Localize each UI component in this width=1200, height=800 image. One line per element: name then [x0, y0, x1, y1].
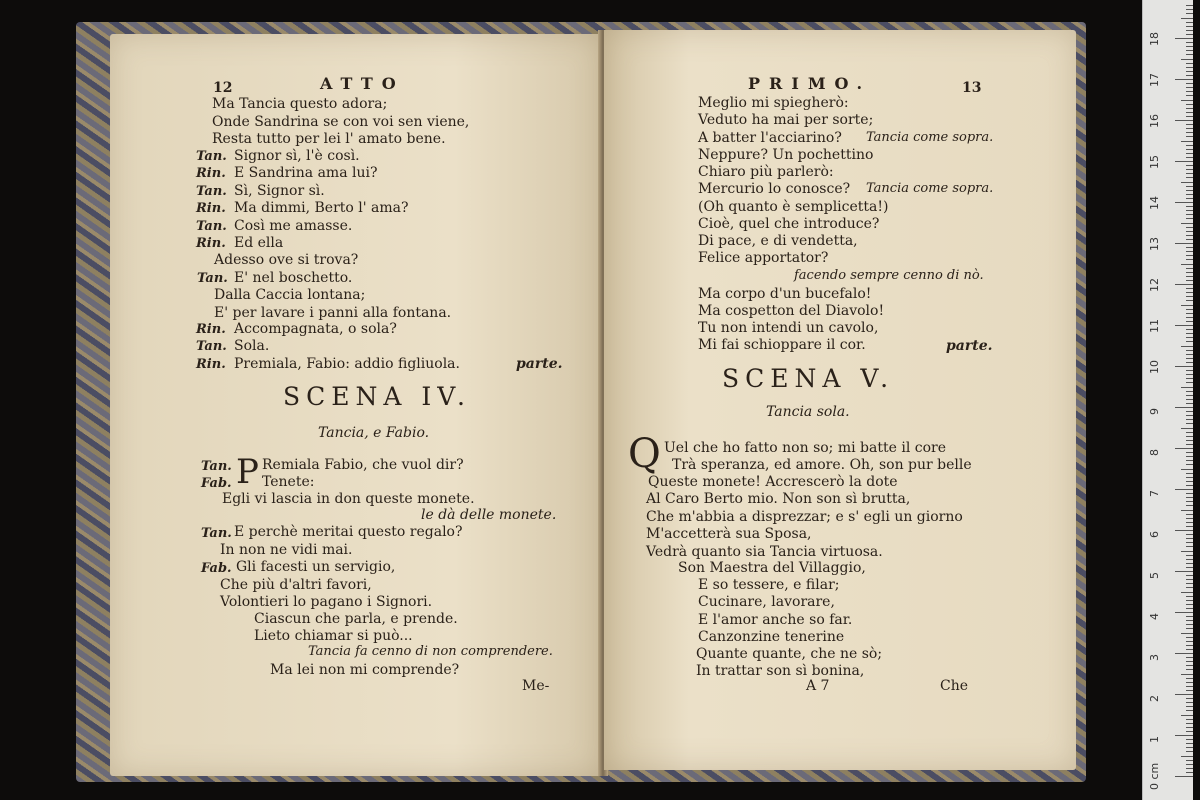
- ruler-tick: [1186, 444, 1193, 445]
- ruler-tick: [1175, 653, 1193, 654]
- ruler-tick: [1186, 493, 1193, 494]
- ruler-tick: [1186, 67, 1193, 68]
- ruler-tick: [1186, 628, 1193, 629]
- ruler-tick: [1181, 674, 1193, 675]
- ruler-tick: [1186, 112, 1193, 113]
- verse-line: In trattar son sì bonina,: [696, 663, 865, 680]
- ruler-tick: [1181, 346, 1193, 347]
- ruler-tick: [1186, 600, 1193, 601]
- ruler-tick: [1181, 18, 1193, 19]
- ruler-tick: [1186, 608, 1193, 609]
- ruler-tick: [1175, 735, 1193, 736]
- ruler-tick: [1186, 706, 1193, 707]
- ruler-tick: [1175, 120, 1193, 121]
- ruler-tick: [1186, 132, 1193, 133]
- verse-line: Così me amasse.: [234, 217, 353, 234]
- ruler-tick: [1186, 645, 1193, 646]
- ruler-tick: [1186, 526, 1193, 527]
- ruler-tick: [1186, 87, 1193, 88]
- ruler-tick: [1186, 136, 1193, 137]
- verse-line: Dalla Caccia lontana;: [214, 287, 366, 303]
- ruler-tick: [1186, 198, 1193, 199]
- verse-line: E' per lavare i panni alla fontana.: [214, 305, 452, 321]
- ruler-tick: [1186, 354, 1193, 355]
- ruler-tick: [1186, 620, 1193, 621]
- ruler-tick: [1175, 612, 1193, 613]
- ruler-tick: [1181, 264, 1193, 265]
- ruler-tick: [1186, 169, 1193, 170]
- ruler-tick: [1186, 514, 1193, 515]
- ruler-tick: [1186, 583, 1193, 584]
- verse-line: Adesso ove si trova?: [214, 252, 359, 268]
- ruler-tick: [1186, 395, 1193, 396]
- ruler-tick: [1186, 719, 1193, 720]
- ruler-tick: [1186, 206, 1193, 207]
- ruler-tick: [1181, 305, 1193, 306]
- ruler-number: 3: [1148, 654, 1161, 661]
- speaker-label: Tan.: [196, 339, 227, 355]
- ruler-number: 13: [1148, 237, 1161, 251]
- ruler-tick: [1186, 419, 1193, 420]
- right-running-head: PRIMO.: [748, 74, 872, 93]
- ruler-tick: [1186, 764, 1193, 765]
- ruler-tick: [1186, 276, 1193, 277]
- ruler-tick: [1186, 190, 1193, 191]
- ruler-tick: [1175, 448, 1193, 449]
- speaker-label: Tan.: [197, 271, 228, 286]
- ruler-tick: [1186, 91, 1193, 92]
- ruler-tick: [1186, 460, 1193, 461]
- ruler-tick: [1186, 481, 1193, 482]
- ruler-tick: [1186, 690, 1193, 691]
- ruler-tick: [1186, 723, 1193, 724]
- ruler-tick: [1186, 403, 1193, 404]
- ruler-tick: [1186, 116, 1193, 117]
- speaker-label: Fab.: [201, 561, 232, 576]
- ruler-number: 14: [1148, 196, 1161, 210]
- ruler-tick: [1186, 473, 1193, 474]
- ruler-tick: [1186, 54, 1193, 55]
- scene-title: SCENA IV.: [283, 382, 471, 411]
- ruler-tick: [1186, 665, 1193, 666]
- ruler-tick: [1175, 571, 1193, 572]
- ruler-tick: [1186, 46, 1193, 47]
- verse-line: Son Maestra del Villaggio,: [678, 560, 866, 576]
- ruler-tick: [1186, 149, 1193, 150]
- ruler-tick: [1186, 128, 1193, 129]
- verse-line: Sola.: [234, 338, 270, 355]
- ruler-tick: [1186, 579, 1193, 580]
- ruler-tick: [1186, 268, 1193, 269]
- ruler-tick: [1186, 649, 1193, 650]
- ruler-tick: [1186, 231, 1193, 232]
- scene-caption: Tancia, e Fabio.: [318, 425, 430, 441]
- verse-line: Premiala, Fabio: addio figliuola.: [234, 355, 460, 372]
- ruler-tick: [1181, 756, 1193, 757]
- ruler-tick: [1175, 489, 1193, 490]
- ruler-tick: [1186, 145, 1193, 146]
- ruler-tick: [1186, 13, 1193, 14]
- ruler-tick: [1186, 341, 1193, 342]
- verse-line: Volontieri lo pagano i Signori.: [220, 594, 433, 610]
- ruler-tick: [1186, 350, 1193, 351]
- ruler-tick: [1175, 694, 1193, 695]
- ruler-tick: [1186, 83, 1193, 84]
- ruler-tick: [1186, 563, 1193, 564]
- verse-line: In non ne vidi mai.: [220, 542, 353, 558]
- ruler-number: 15: [1148, 155, 1161, 169]
- verse-line: Sì, Signor sì.: [234, 182, 325, 199]
- ruler-tick: [1186, 731, 1193, 732]
- ruler-tick: [1181, 182, 1193, 183]
- ruler-tick: [1186, 477, 1193, 478]
- verse-line: Di pace, e di vendetta,: [698, 233, 858, 249]
- ruler-tick: [1186, 300, 1193, 301]
- ruler-tick: [1186, 292, 1193, 293]
- ruler-tick: [1186, 186, 1193, 187]
- verse-line: Felice apportator?: [698, 250, 829, 266]
- verse-line: Canzonzine tenerine: [698, 628, 845, 645]
- speaker-label: Tan.: [196, 149, 227, 164]
- verse-line: Mercurio lo conosce?: [698, 181, 851, 197]
- verse-line: Tenete:: [262, 474, 315, 490]
- ruler-tick: [1186, 624, 1193, 625]
- scene-title: SCENA V.: [722, 364, 895, 393]
- verse-line: Ed ella: [234, 235, 284, 251]
- verse-line: Mi fai schioppare il cor.: [698, 337, 866, 353]
- ruler-number: 6: [1148, 531, 1161, 538]
- ruler-tick: [1181, 100, 1193, 101]
- ruler-tick: [1186, 337, 1193, 338]
- ruler-tick: [1186, 333, 1193, 334]
- ruler-tick: [1175, 366, 1193, 367]
- measuring-ruler: [1142, 0, 1193, 800]
- verse-line: Signor sì, l'è così.: [234, 148, 360, 164]
- verse-line: Che più d'altri favori,: [220, 577, 372, 593]
- ruler-number: 18: [1148, 32, 1161, 46]
- ruler-tick: [1186, 50, 1193, 51]
- speaker-label: Fab.: [201, 476, 232, 491]
- verse-line: Egli vi lascia in don queste monete.: [222, 491, 475, 507]
- ruler-tick: [1186, 596, 1193, 597]
- ruler-tick: [1175, 284, 1193, 285]
- ruler-tick: [1186, 247, 1193, 248]
- ruler-tick: [1186, 436, 1193, 437]
- verse-line: Lieto chiamar si può...: [254, 628, 413, 644]
- ruler-number: 7: [1148, 490, 1161, 497]
- ruler-tick: [1186, 727, 1193, 728]
- ruler-tick: [1186, 657, 1193, 658]
- ruler-tick: [1186, 26, 1193, 27]
- ruler-tick: [1186, 505, 1193, 506]
- stage-direction: parte.: [946, 338, 993, 354]
- ruler-tick: [1175, 776, 1193, 777]
- verse-line: Ma corpo d'un bucefalo!: [698, 286, 872, 302]
- ruler-tick: [1181, 715, 1193, 716]
- ruler-number: 5: [1148, 572, 1161, 579]
- stage-direction: parte.: [516, 356, 563, 372]
- ruler-tick: [1186, 452, 1193, 453]
- ruler-tick: [1181, 59, 1193, 60]
- ruler-tick: [1186, 464, 1193, 465]
- ruler-tick: [1186, 34, 1193, 35]
- ruler-tick: [1186, 587, 1193, 588]
- ruler-tick: [1186, 75, 1193, 76]
- verse-line: Onde Sandrina se con voi sen viene,: [212, 114, 470, 130]
- verse-line: Cucinare, lavorare,: [698, 594, 835, 611]
- ruler-tick: [1186, 124, 1193, 125]
- ruler-tick: [1186, 71, 1193, 72]
- ruler-tick: [1186, 214, 1193, 215]
- right-page-number: 13: [962, 80, 982, 96]
- ruler-tick: [1186, 686, 1193, 687]
- ruler-tick: [1186, 710, 1193, 711]
- ruler-number: 8: [1148, 449, 1161, 456]
- ruler-tick: [1186, 546, 1193, 547]
- left-running-head: ATTO: [320, 74, 405, 93]
- catchword: Che: [940, 678, 969, 694]
- ruler-tick: [1175, 161, 1193, 162]
- ruler-tick: [1181, 223, 1193, 224]
- ruler-tick: [1186, 772, 1193, 773]
- speaker-label: Tan.: [201, 526, 232, 541]
- stage-direction: Tancia come sopra.: [866, 130, 994, 145]
- ruler-number: 4: [1148, 613, 1161, 620]
- ruler-tick: [1186, 165, 1193, 166]
- verse-line: Cioè, quel che introduce?: [698, 216, 880, 232]
- ruler-tick: [1175, 38, 1193, 39]
- ruler-tick: [1181, 469, 1193, 470]
- ruler-tick: [1186, 63, 1193, 64]
- verse-line: Resta tutto per lei l' amato bene.: [212, 131, 446, 147]
- speaker-label: Tan.: [196, 218, 227, 234]
- verse-line: E perchè meritai questo regalo?: [234, 524, 463, 540]
- ruler-tick: [1186, 317, 1193, 318]
- verse-line: Al Caro Berto mio. Non son sì brutta,: [646, 491, 911, 508]
- ruler-tick: [1181, 592, 1193, 593]
- verse-line: Gli facesti un servigio,: [236, 559, 396, 575]
- ruler-tick: [1186, 104, 1193, 105]
- ruler-number: 17: [1148, 73, 1161, 87]
- ruler-tick: [1186, 329, 1193, 330]
- ruler-tick: [1186, 157, 1193, 158]
- verse-line: Veduto ha mai per sorte;: [698, 112, 874, 128]
- ruler-tick: [1186, 411, 1193, 412]
- ruler-number: 9: [1148, 408, 1161, 415]
- speaker-label: Rin.: [196, 166, 226, 182]
- verse-line: Tu non intendi un cavolo,: [698, 320, 879, 336]
- verse-line: Quante quante, che ne sò;: [696, 646, 883, 662]
- ruler-tick: [1186, 9, 1193, 10]
- ruler-tick: [1186, 415, 1193, 416]
- ruler-tick: [1186, 423, 1193, 424]
- ruler-number: 10: [1148, 360, 1161, 374]
- ruler-tick: [1186, 661, 1193, 662]
- verse-line: (Oh quanto è semplicetta!): [698, 199, 889, 215]
- verse-line: E' nel boschetto.: [234, 270, 353, 286]
- ruler-tick: [1186, 768, 1193, 769]
- verse-line: Remiala Fabio, che vuol dir?: [262, 457, 464, 473]
- verse-line: Vedrà quanto sia Tancia virtuosa.: [646, 543, 883, 560]
- ruler-tick: [1186, 399, 1193, 400]
- ruler-tick: [1186, 321, 1193, 322]
- ruler-tick: [1186, 567, 1193, 568]
- ruler-tick: [1186, 296, 1193, 297]
- ruler-tick: [1186, 313, 1193, 314]
- ruler-tick: [1186, 378, 1193, 379]
- ruler-tick: [1186, 440, 1193, 441]
- ruler-tick: [1186, 309, 1193, 310]
- ruler-tick: [1186, 22, 1193, 23]
- left-page-number: 12: [213, 80, 233, 96]
- speaker-label: Rin.: [196, 201, 226, 217]
- verse-line: E l'amor anche so far.: [698, 611, 853, 628]
- ruler-tick: [1175, 325, 1193, 326]
- verse-line: Ciascun che parla, e prende.: [254, 611, 458, 627]
- ruler-tick: [1181, 510, 1193, 511]
- ruler-tick: [1186, 210, 1193, 211]
- ruler-tick: [1186, 555, 1193, 556]
- ruler-tick: [1186, 370, 1193, 371]
- stage-direction: Tancia come sopra.: [866, 181, 994, 196]
- ruler-tick: [1186, 702, 1193, 703]
- verse-line: Che m'abbia a disprezzar; e s' egli un giorno: [646, 508, 963, 525]
- ruler-tick: [1186, 559, 1193, 560]
- ruler-tick: [1186, 251, 1193, 252]
- ruler-tick: [1186, 288, 1193, 289]
- ruler-tick: [1186, 751, 1193, 752]
- verse-line: Trà speranza, ed amore. Oh, son pur belle: [672, 457, 972, 473]
- ruler-tick: [1186, 227, 1193, 228]
- ruler-tick: [1186, 255, 1193, 256]
- ruler-tick: [1186, 747, 1193, 748]
- ruler-tick: [1186, 538, 1193, 539]
- verse-line: Queste monete! Accrescerò la dote: [648, 474, 898, 490]
- ruler-tick: [1186, 194, 1193, 195]
- ruler-tick: [1186, 382, 1193, 383]
- ruler-tick: [1186, 641, 1193, 642]
- verse-line: Ma Tancia questo adora;: [212, 96, 388, 112]
- ruler-tick: [1186, 678, 1193, 679]
- ruler-tick: [1186, 235, 1193, 236]
- drop-cap: Q: [628, 431, 661, 477]
- ruler-number: 1: [1148, 736, 1161, 743]
- verse-line: Neppure? Un pochettino: [698, 147, 874, 163]
- ruler-tick: [1186, 218, 1193, 219]
- ruler-unit: 0 cm: [1148, 762, 1161, 790]
- ruler-tick: [1186, 485, 1193, 486]
- verse-line: E Sandrina ama lui?: [234, 165, 378, 182]
- ruler-tick: [1186, 358, 1193, 359]
- ruler-tick: [1186, 391, 1193, 392]
- verse-line: Chiaro più parlerò:: [698, 164, 834, 180]
- ruler-number: 2: [1148, 695, 1161, 702]
- ruler-tick: [1186, 760, 1193, 761]
- speaker-label: Tan.: [196, 183, 227, 199]
- ruler-tick: [1186, 534, 1193, 535]
- ruler-tick: [1186, 362, 1193, 363]
- ruler-tick: [1186, 153, 1193, 154]
- ruler-tick: [1186, 30, 1193, 31]
- verse-line: E so tessere, e filar;: [698, 577, 840, 594]
- stage-direction: Tancia fa cenno di non comprendere.: [308, 644, 553, 659]
- verse-line: Uel che ho fatto non so; mi batte il core: [664, 440, 947, 456]
- ruler-tick: [1186, 497, 1193, 498]
- scene-caption: Tancia sola.: [766, 404, 850, 420]
- verse-line: Ma lei non mi comprende?: [270, 662, 460, 678]
- ruler-tick: [1175, 243, 1193, 244]
- ruler-tick: [1186, 616, 1193, 617]
- ruler-tick: [1175, 202, 1193, 203]
- ruler-tick: [1175, 79, 1193, 80]
- ruler-tick: [1186, 739, 1193, 740]
- ruler-tick: [1186, 501, 1193, 502]
- ruler-tick: [1186, 5, 1193, 6]
- ruler-number: 12: [1148, 278, 1161, 292]
- ruler-tick: [1186, 575, 1193, 576]
- drop-cap: P: [236, 452, 259, 492]
- ruler-number: 16: [1148, 114, 1161, 128]
- ruler-tick: [1186, 42, 1193, 43]
- catchword: Me-: [522, 678, 550, 694]
- ruler-tick: [1186, 743, 1193, 744]
- verse-line: Ma cospetton del Diavolo!: [698, 303, 885, 319]
- ruler-tick: [1175, 530, 1193, 531]
- ruler-tick: [1175, 407, 1193, 408]
- ruler-tick: [1186, 682, 1193, 683]
- speaker-label: Tan.: [201, 459, 232, 474]
- ruler-tick: [1186, 604, 1193, 605]
- ruler-tick: [1181, 428, 1193, 429]
- ruler-tick: [1181, 633, 1193, 634]
- ruler-tick: [1186, 272, 1193, 273]
- ruler-tick: [1186, 108, 1193, 109]
- verse-line: A batter l'acciarino?: [698, 130, 842, 146]
- ruler-tick: [1186, 95, 1193, 96]
- ruler-tick: [1186, 518, 1193, 519]
- ruler-tick: [1181, 387, 1193, 388]
- ruler-number: 11: [1148, 319, 1161, 333]
- stage-direction: le dà delle monete.: [421, 507, 557, 523]
- ruler-tick: [1186, 637, 1193, 638]
- ruler-tick: [1186, 522, 1193, 523]
- ruler-tick: [1186, 669, 1193, 670]
- speaker-label: Rin.: [196, 356, 226, 372]
- ruler-tick: [1186, 698, 1193, 699]
- ruler-tick: [1186, 173, 1193, 174]
- ruler-tick: [1186, 177, 1193, 178]
- ruler-tick: [1186, 374, 1193, 375]
- ruler-tick: [1181, 551, 1193, 552]
- verse-line: Accompagnata, o sola?: [234, 321, 397, 337]
- verse-line: Meglio mi spiegherò:: [698, 95, 849, 111]
- stage-direction: facendo sempre cenno di nò.: [794, 268, 984, 283]
- ruler-tick: [1186, 432, 1193, 433]
- ruler-tick: [1186, 280, 1193, 281]
- ruler-tick: [1186, 259, 1193, 260]
- speaker-label: Rin.: [196, 236, 226, 251]
- speaker-label: Rin.: [196, 322, 226, 337]
- verse-line: Ma dimmi, Berto l' ama?: [234, 200, 409, 217]
- verse-line: M'accetterà sua Sposa,: [646, 526, 812, 543]
- ruler-tick: [1186, 542, 1193, 543]
- ruler-tick: [1181, 141, 1193, 142]
- ruler-tick: [1186, 456, 1193, 457]
- ruler-tick: [1186, 239, 1193, 240]
- signature-mark: A 7: [806, 678, 830, 694]
